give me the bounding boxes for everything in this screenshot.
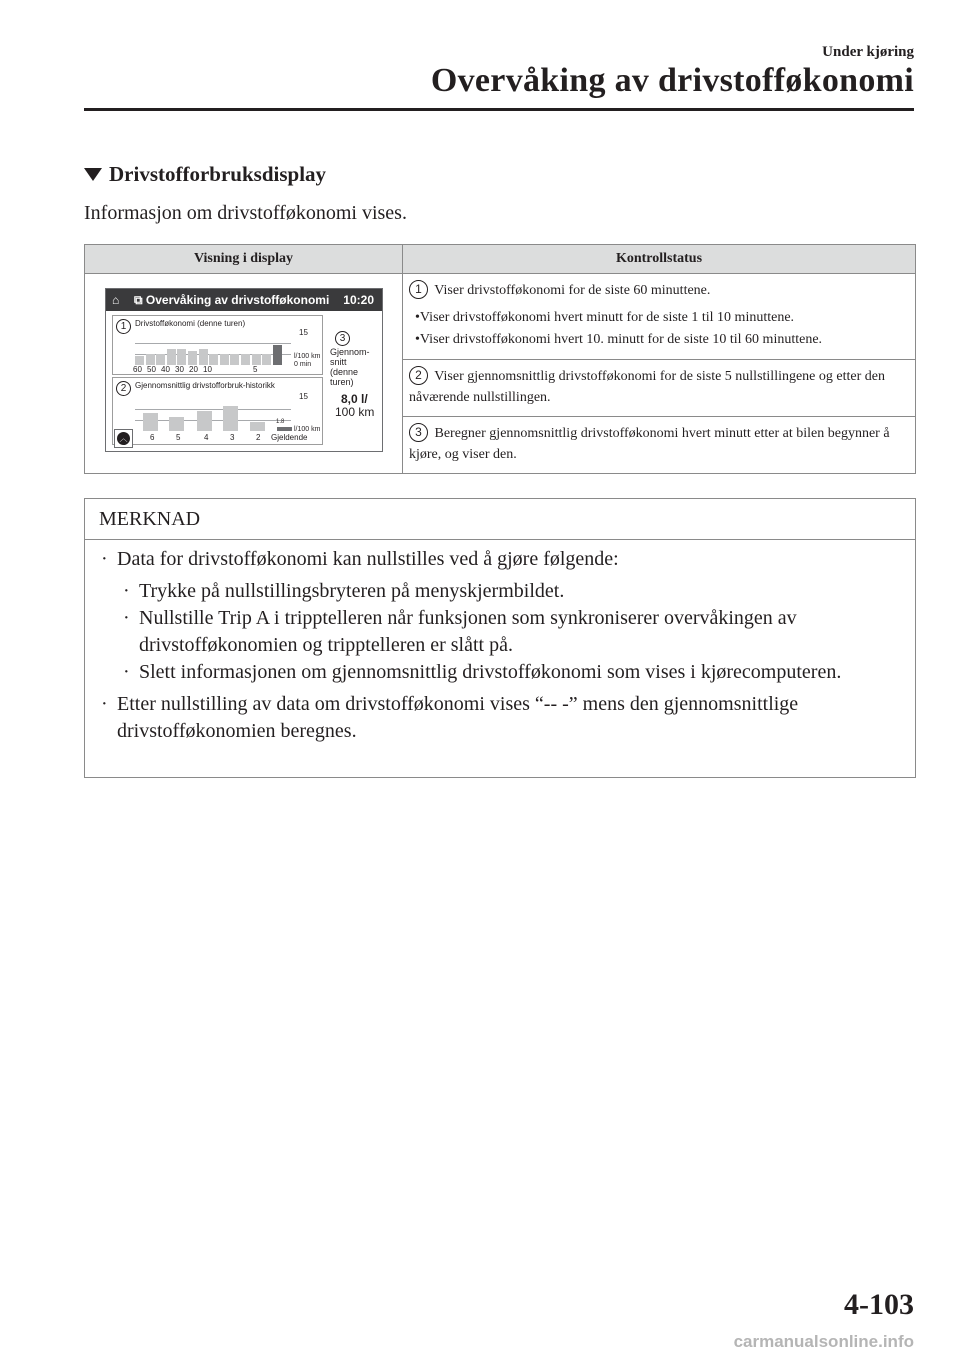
triangle-bullet-icon [84, 168, 102, 181]
section-title: Drivstofforbruksdisplay [109, 162, 327, 186]
tick-label: 5 [176, 433, 181, 442]
row-1-text: Viser drivstofføkonomi for de siste 60 minuttene. [434, 283, 711, 298]
bullet-dot-icon: · [101, 693, 108, 715]
page-title: Overvåking av drivstofføkonomi [430, 62, 914, 99]
panel2-title: Gjennomsnittlig drivstofforbruk-historikk [135, 381, 275, 390]
intro-text: Informasjon om drivstofføkonomi vises. [84, 202, 407, 224]
avg-label-line: snitt [330, 357, 347, 367]
gridline [135, 409, 291, 410]
bullet-dot-icon: · [123, 580, 130, 602]
watermark: carmanualsonline.info [733, 1332, 914, 1351]
tick-label: 2 [256, 433, 261, 442]
tick-label: 10 [203, 365, 212, 374]
bullet-item: •Viser drivstofføkonomi hvert 10. minutt for de siste 10 til 60 minuttene. [415, 332, 823, 347]
fuel-bar [252, 354, 261, 365]
fuel-bar [135, 356, 144, 365]
panel1-unit: l/100 km [294, 353, 321, 360]
fuel-bar [156, 354, 165, 365]
fuel-bar [209, 354, 218, 365]
callout-1-marker: 1 [409, 280, 428, 299]
fuel-bar [241, 354, 250, 365]
fuel-bar [220, 354, 229, 365]
tick-label: Gjeldende [271, 433, 308, 442]
history-bar [277, 427, 292, 431]
note-box [84, 498, 916, 778]
panel2-unit: l/100 km [294, 426, 321, 433]
tick-label: 20 [189, 365, 198, 374]
callout-1: 1 [116, 319, 131, 334]
table-row [85, 274, 916, 360]
collapse-button[interactable] [114, 429, 133, 448]
bullet-item: •Viser drivstofføkonomi hvert minutt for de siste 1 til 10 minuttene. [415, 310, 795, 325]
fuel-bar [199, 349, 208, 365]
col-status-header: Kontrollstatus [403, 245, 916, 274]
avg-unit: 100 km [335, 405, 375, 419]
fuel-bar [262, 354, 271, 365]
history-panel [112, 377, 323, 445]
chapter-label: Under kjøring [822, 44, 914, 60]
display-table [84, 244, 916, 474]
note-title: MERKNAD [85, 499, 915, 540]
history-bar [223, 406, 238, 431]
history-bar [197, 411, 212, 431]
panel2-current-label: 1.8 [276, 419, 285, 425]
avg-label-line: Gjennom- [330, 347, 370, 357]
row-2-text: Viser gjennomsnittlig drivstofføkonomi for de siste 5 nullstillingene og etter den nåværende nullstillingen. [409, 369, 885, 405]
fuel-bar [177, 349, 186, 365]
callout-2-marker: 2 [409, 366, 428, 385]
bullet-dot-icon: · [123, 607, 130, 629]
avg-label-line: turen) [330, 377, 354, 387]
fuel-bar [273, 345, 282, 365]
callout-2: 2 [116, 381, 131, 396]
callout-3-marker: 3 [409, 423, 428, 442]
note-item: · Etter nullstilling av data om drivstofføkonomi vises “-- -” mens den gjennomsnittlige drivstofføkonomien beregnes. [101, 693, 799, 742]
section-heading [84, 162, 326, 187]
screen-title: ⧉ Overvåking av drivstofføkonomi [134, 293, 330, 307]
screen-clock: 10:20 [343, 293, 374, 307]
home-icon: ⌂ [112, 293, 120, 307]
panel1-unit2: 0 min [294, 361, 312, 368]
tick-label: 60 [133, 365, 142, 374]
panel2-max: 15 [299, 392, 308, 401]
tick-label: 40 [161, 365, 170, 374]
fuel-bar [230, 354, 239, 365]
header-rule [84, 108, 914, 111]
callout-3: 3 [335, 331, 350, 346]
note-body [85, 540, 915, 745]
avg-label-line: (denne [330, 367, 359, 377]
table-header-row [85, 245, 916, 274]
screen-title-bar [106, 289, 382, 311]
panel1-title: Drivstofføkonomi (denne turen) [135, 319, 246, 328]
panel1-max: 15 [299, 328, 308, 337]
tick-label: 6 [150, 433, 155, 442]
note-item: · Data for drivstofføkonomi kan nullstilles ved å gjøre følgende: [99, 546, 905, 573]
tick-label: 4 [204, 433, 209, 442]
avg-value: 8,0 l/ [341, 392, 368, 406]
history-bar [143, 413, 158, 431]
row-3-text: Beregner gjennomsnittlig drivstofføkonomi hvert minutt etter at bilen begynner å kjøre, og viser den. [409, 426, 890, 462]
chevron-up-icon: ︿ [117, 432, 130, 445]
status-cell-1 [403, 274, 916, 360]
bullet-dot-icon: · [101, 548, 108, 570]
tick-label: 50 [147, 365, 156, 374]
fuel-bar [167, 349, 176, 365]
history-bar [169, 417, 184, 431]
gridline [135, 420, 291, 421]
tick-label: 5 [253, 365, 258, 374]
history-bar [250, 422, 265, 431]
note-subitem: · Slett informasjonen om gjennomsnittlig drivstofføkonomi som vises i kjørecomputeren. [99, 659, 905, 686]
note-subitem: · Trykke på nullstillingsbryteren på menyskjermbildet. [99, 578, 905, 605]
status-cell-2 [403, 360, 916, 417]
gridline [135, 343, 291, 344]
tick-label: 3 [230, 433, 235, 442]
fuel-bar [188, 351, 197, 365]
page-number: 4-103 [844, 1288, 914, 1321]
fuel-bar [146, 354, 155, 365]
note-subitem: · Nullstille Trip A i tripptelleren når funksjonen som synkroniserer overvåkingen av drivstofføkonomien og tripptelleren er slått på. [123, 607, 797, 656]
status-cell-3 [403, 417, 916, 474]
fuel-economy-screen [105, 288, 383, 452]
col-display-header: Visning i display [85, 245, 403, 274]
display-cell [85, 274, 403, 474]
bullet-dot-icon: · [123, 661, 130, 683]
tick-label: 30 [175, 365, 184, 374]
trip-economy-panel [112, 315, 323, 375]
